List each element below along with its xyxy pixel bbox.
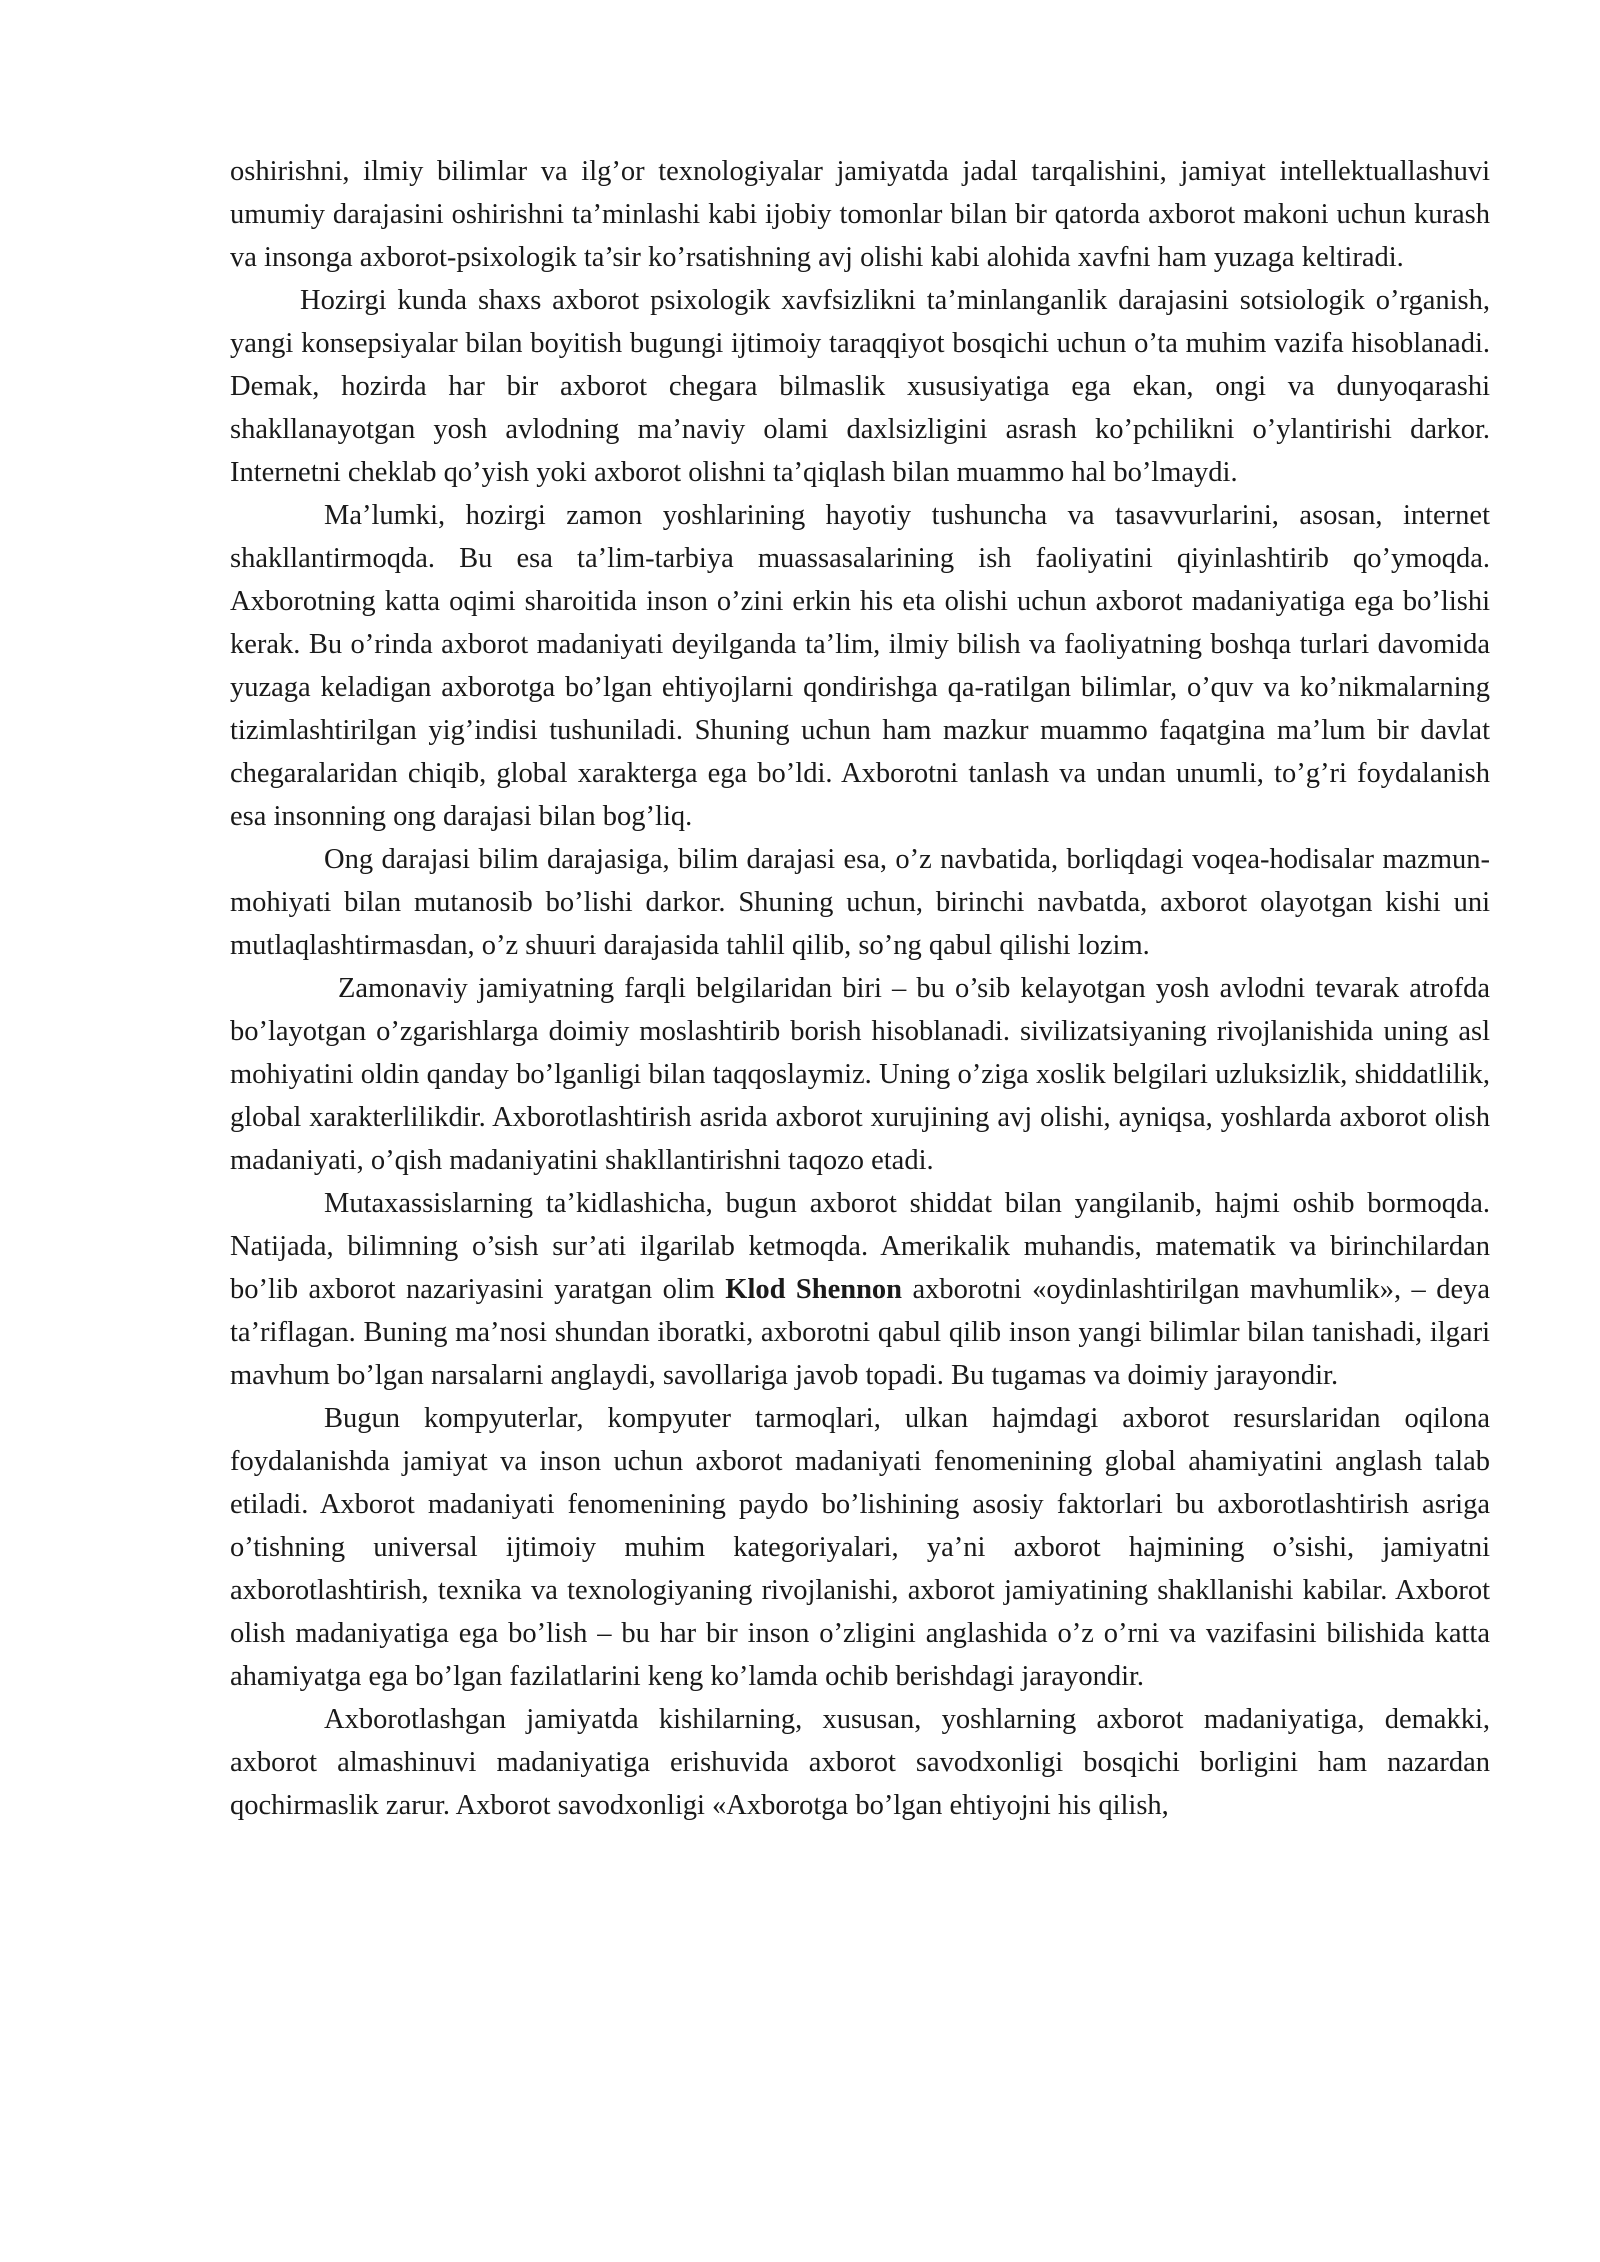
- paragraph-4: Ong darajasi bilim darajasiga, bilim darajasi esa, o’z navbatida, borliqdagi voqea-hodisalar mazmun-mohiyati bilan mutanosib bo’lishi darkor. Shuning uchun, birinchi navbatda, axborot olayotgan kishi uni mutlaqlashtirmasdan, o’z shuuri darajasida tahlil qilib, so’ng qabul qilishi lozim.: [230, 844, 1490, 961]
- paragraph-6-text-after: axborotni «oydinlashtirilgan mavhumlik», – deya ta’riflagan. Buning ma’nosi shundan iboratki, axborotni qabul qilib inson yangi bilimlar bilan tanishadi, ilgari mavhum bo’lgan narsalarni anglaydi, savollariga javob topadi. Bu tugamas va doimiy jarayondir.: [230, 1274, 1491, 1391]
- paragraph-5: Zamonaviy jamiyatning farqli belgilaridan biri – bu o’sib kelayotgan yosh avlodni tevarak atrofda bo’layotgan o’zgarishlarga doimiy moslashtirib borish hisoblanadi. sivilizatsiyaning rivojlanishida uning asl mohiyatini oldin qanday bo’lganligi bilan taqqoslaymiz. Uning o’ziga xoslik belgilari uzluksizlik, shiddatlilik, global xarakterlilikdir. Axborotlashtirish asrida axborot xurujining avj olishi, ayniqsa, yoshlarda axborot olish madaniyati, o’qish madaniyatini shakllantirishni taqozo etadi.: [230, 973, 1490, 1176]
- author-name-bold: Klod Shennon: [725, 1274, 903, 1305]
- paragraph-7: Bugun kompyuterlar, kompyuter tarmoqlari, ulkan hajmdagi axborot resurslaridan oqilona foydalanishda jamiyat va inson uchun axborot madaniyati fenomenining global ahamiyatini anglash talab etiladi. Axborot madaniyati fenomenining paydo bo’lishining asosiy faktorlari bu axborotlashtirish asriga o’tishning universal ijtimoiy muhim kategoriyalari, ya’ni axborot hajmining o’sishi, jamiyatni axborotlashtirish, texnika va texnologiyaning rivojlanishi, axborot jamiyatining shakllanishi kabilar. Axborot olish madaniyatiga ega bo’lish – bu har bir inson o’zligini anglashida o’z o’rni va vazifasini bilishida katta ahamiyatga ega bo’lgan fazilatlarini keng ko’lamda ochib berishdagi jarayondir.: [230, 1403, 1490, 1692]
- paragraph-2: Hozirgi kunda shaxs axborot psixologik xavfsizlikni ta’minlanganlik darajasini sotsiologik o’rganish, yangi konsepsiyalar bilan boyitish bugungi ijtimoiy taraqqiyot bosqichi uchun o’ta muhim vazifa hisoblanadi. Demak, hozirda har bir axborot chegara bilmaslik xususiyatiga ega ekan, ongi va dunyoqarashi shakllanayotgan yosh avlodning ma’naviy olami daxlsizligini asrash ko’pchilikni o’ylantirishi darkor. Internetni cheklab qo’yish yoki axborot olishni ta’qiqlash bilan muammo hal bo’lmaydi.: [230, 285, 1490, 488]
- document-page: [230, 150, 1490, 1827]
- paragraph-8: Axborotlashgan jamiyatda kishilarning, xususan, yoshlarning axborot madaniyatiga, demakki, axborot almashinuvi madaniyatiga erishuvida axborot savodxonligi bosqichi borligini ham nazardan qochirmaslik zarur. Axborot savodxonligi «Axborotga bo’lgan ehtiyojni his qilish,: [230, 1704, 1490, 1821]
- paragraph-6-text-before: Mutaxassislarning ta’kidlashicha, bugun axborot shiddat bilan yangilanib, hajmi oshib bormoqda. Natijada, bilimning o’sish sur’ati ilgarilab ketmoqda. Amerikalik muhandis, matematik va birinchilardan bo’lib axborot nazariyasini yaratgan olim: [230, 1188, 1490, 1305]
- paragraph-1: oshirishni, ilmiy bilimlar va ilg’or texnologiyalar jamiyatda jadal tarqalishini, jamiyat intellektuallashuvi umumiy darajasini oshirishni ta’minlashi kabi ijobiy tomonlar bilan bir qatorda axborot makoni uchun kurash va insonga axborot-psixologik ta’sir ko’rsatishning avj olishi kabi alohida xavfni ham yuzaga keltiradi.: [230, 156, 1490, 273]
- paragraph-3: Ma’lumki, hozirgi zamon yoshlarining hayotiy tushuncha va tasavvurlarini, asosan, internet shakllantirmoqda. Bu esa ta’lim-tarbiya muassasalarining ish faoliyatini qiyinlashtirib qo’ymoqda. Axborotning katta oqimi sharoitida inson o’zini erkin his eta olishi uchun axborot madaniyatiga ega bo’lishi kerak. Bu o’rinda axborot madaniyati deyilganda ta’lim, ilmiy bilish va faoliyatning boshqa turlari davomida yuzaga keladigan axborotga bo’lgan ehtiyojlarni qondirishga qa-ratilgan bilimlar, o’quv va ko’nikmalarning tizimlashtirilgan yig’indisi tushuniladi. Shuning uchun ham mazkur muammo faqatgina ma’lum bir davlat chegaralaridan chiqib, global xarakterga ega bo’ldi. Axborotni tanlash va undan unumli, to’g’ri foydalanish esa insonning ong darajasi bilan bog’liq.: [230, 500, 1490, 832]
- paragraph-6: [230, 1182, 1490, 1397]
